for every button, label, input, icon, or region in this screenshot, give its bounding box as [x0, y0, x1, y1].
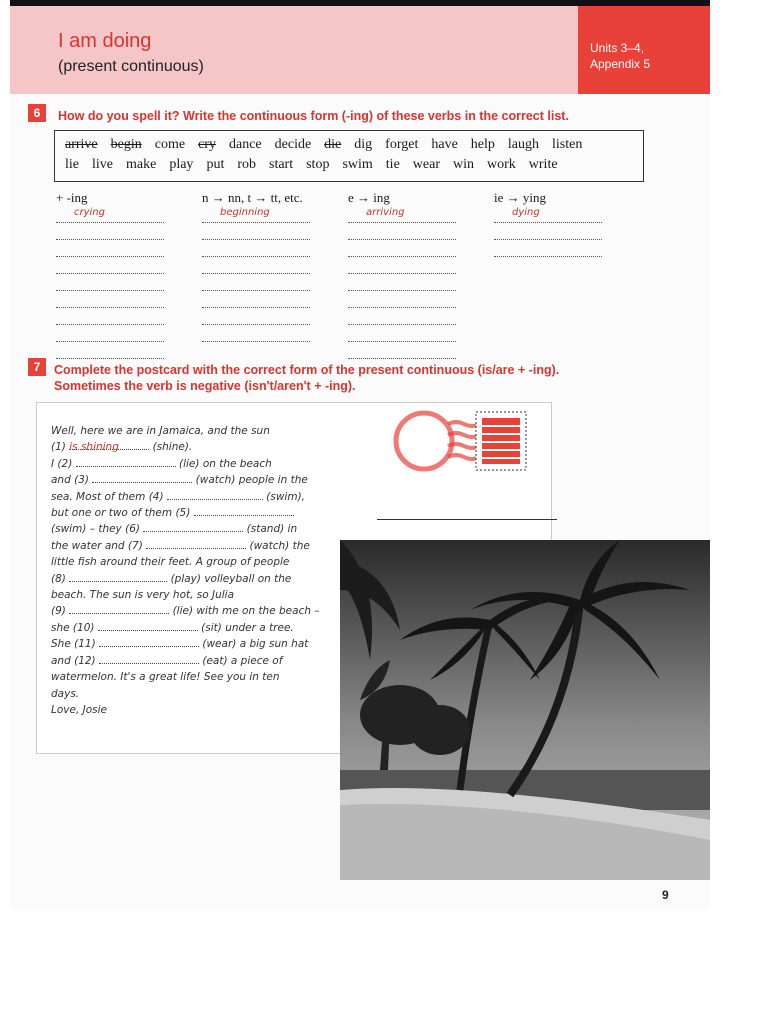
verb-word: laugh [507, 137, 540, 152]
verb-word: come [154, 137, 186, 152]
verb-word: arrive [65, 137, 98, 152]
answer-line[interactable] [348, 274, 456, 291]
postcard-line: beach. The sun is very hot, so Julia [51, 589, 235, 602]
answer-line [56, 206, 164, 223]
postcard-line [51, 439, 331, 455]
verb-cue: (stand) in [246, 523, 298, 536]
answer-line[interactable] [56, 342, 164, 359]
exercise-7-instruction-2: Sometimes the verb is negative (isn't/aren't + -ing). [54, 379, 356, 393]
gap-number: I (2) [51, 457, 73, 470]
verb-row-2 [65, 157, 571, 173]
column-heading: e → ing [348, 190, 390, 205]
verb-word: play [169, 157, 194, 172]
column-heading: n → nn, t → tt, etc. [202, 190, 303, 205]
verb-word: live [92, 157, 113, 172]
example-answer: dying [512, 207, 540, 218]
postcard-line: little fish around their feet. A group of people [51, 556, 290, 569]
answer-blank[interactable] [76, 456, 176, 467]
spelling-column [348, 190, 458, 359]
answer-blank[interactable] [167, 489, 263, 500]
column-heading: + -ing [56, 190, 88, 205]
postcard-line [51, 571, 331, 587]
answer-line[interactable] [202, 308, 310, 325]
answer-line[interactable] [348, 325, 456, 342]
verb-word: start [269, 157, 294, 172]
answer-line[interactable] [494, 240, 602, 257]
example-answer: crying [74, 207, 105, 218]
answer-line[interactable] [202, 223, 310, 240]
unit-subtitle: (present continuous) [58, 58, 204, 75]
answer-line[interactable] [202, 240, 310, 257]
verb-word: make [126, 157, 157, 172]
verb-word: dig [354, 137, 373, 152]
gap-number: she (10) [51, 621, 95, 634]
verb-word: put [206, 157, 225, 172]
verb-word: lie [65, 157, 79, 172]
spelling-column [202, 190, 312, 342]
answer-blank[interactable] [92, 472, 192, 483]
postcard-line [51, 653, 331, 669]
verb-cue: (watch) the [249, 539, 310, 552]
postcard-line: Well, here we are in Jamaica, and the sun [51, 425, 270, 437]
spelling-column [56, 190, 166, 359]
example-answer: beginning [220, 207, 270, 218]
postcard-text [51, 423, 331, 718]
verb-word: have [431, 137, 458, 152]
answer-line[interactable] [494, 223, 602, 240]
page-number: 9 [662, 888, 669, 902]
example-answer: arriving [366, 207, 405, 218]
answer-blank[interactable] [69, 603, 169, 614]
answer-line[interactable] [202, 291, 310, 308]
answer-line[interactable] [56, 291, 164, 308]
answer-line[interactable] [202, 274, 310, 291]
gap-number: (8) [51, 572, 66, 585]
verb-word: decide [274, 137, 312, 152]
verb-cue: (wear) a big sun hat [202, 638, 309, 651]
answer-blank[interactable] [143, 521, 243, 532]
postcard-line [51, 620, 331, 636]
verb-box [54, 130, 644, 182]
answer-line [348, 206, 456, 223]
exercise-6-number: 6 [28, 104, 46, 122]
verb-word: stop [306, 157, 330, 172]
answer-line[interactable] [56, 274, 164, 291]
postcard-line [51, 538, 331, 554]
verb-cue: (lie) on the beach [179, 457, 272, 470]
verb-word: wear [412, 157, 440, 172]
answer-blank[interactable] [69, 571, 167, 582]
verb-word: swim [342, 157, 373, 172]
stamp-icon [390, 408, 540, 474]
address-line [377, 519, 557, 520]
answer-line[interactable] [56, 325, 164, 342]
postcard-line [51, 603, 331, 619]
appendix-label: Appendix 5 [590, 57, 651, 71]
answer-line[interactable] [56, 223, 164, 240]
answer-blank[interactable] [99, 636, 199, 647]
gap-number: (swim) – they (6) [51, 523, 140, 536]
gap-number: (9) [51, 605, 66, 618]
postcard-signature: Love, Josie [51, 703, 107, 716]
answer-blank[interactable] [146, 538, 246, 549]
answer-blank[interactable] [98, 620, 198, 631]
column-heading: ie → ying [494, 190, 546, 205]
postcard-line: days. [51, 687, 80, 700]
answer-line[interactable] [348, 342, 456, 359]
postcard-line [51, 521, 331, 537]
workbook-page [10, 0, 710, 910]
spelling-column [494, 190, 604, 257]
exercise-7-instruction-1: Complete the postcard with the correct form of the present continuous (is/are + -ing). [54, 363, 560, 377]
answer-line[interactable] [202, 325, 310, 342]
postcard-line [51, 456, 331, 472]
postcard-line [51, 505, 331, 521]
verb-word: win [453, 157, 474, 172]
example-answer: is shining [69, 439, 149, 450]
verb-cue: (watch) people in the [195, 474, 308, 487]
answer-line[interactable] [56, 257, 164, 274]
gap-number: sea. Most of them (4) [51, 490, 164, 503]
answer-line [202, 206, 310, 223]
answer-line[interactable] [56, 240, 164, 257]
verb-cue: (shine). [152, 441, 193, 454]
units-label: Units 3–4, [590, 41, 645, 55]
verb-cue: (eat) a piece of [202, 654, 283, 667]
verb-word: dance [228, 137, 262, 152]
gap-number: but one or two of them (5) [51, 507, 191, 520]
answer-line[interactable] [56, 308, 164, 325]
units-reference [590, 40, 650, 72]
verb-word: tie [385, 157, 400, 172]
postcard-line [51, 472, 331, 488]
verb-word: write [528, 157, 558, 172]
verb-word: help [470, 137, 495, 152]
verb-cue: (play) volleyball on the [170, 572, 292, 585]
answer-line[interactable] [348, 223, 456, 240]
gap-number: the water and (7) [51, 539, 143, 552]
verb-cue: (lie) with me on the beach – [172, 605, 320, 618]
postcard-line [51, 636, 331, 652]
beach-photo [340, 540, 710, 880]
answer-line[interactable] [348, 308, 456, 325]
postcard-line: watermelon. It's a great life! See you in ten [51, 671, 280, 684]
verb-word: rob [237, 157, 256, 172]
answer-line[interactable] [348, 291, 456, 308]
verb-cue: (swim), [266, 490, 305, 503]
answer-blank[interactable] [99, 653, 199, 664]
verb-word: begin [110, 137, 142, 152]
exercise-6-instruction: How do you spell it? Write the continuous form (-ing) of these verbs in the correct list. [58, 109, 569, 123]
verb-word: listen [552, 137, 583, 152]
verb-word: forget [385, 137, 419, 152]
verb-cue: (sit) under a tree. [201, 621, 294, 634]
answer-blank[interactable] [194, 505, 294, 516]
answer-line[interactable] [348, 257, 456, 274]
answer-line[interactable] [202, 257, 310, 274]
verb-word: cry [198, 137, 216, 152]
answer-line [494, 206, 602, 223]
gap-number: and (3) [51, 474, 89, 487]
gap-number: (1) [51, 441, 66, 454]
verb-row-1 [65, 137, 595, 153]
verb-word: work [487, 157, 516, 172]
unit-title: I am doing [58, 30, 152, 52]
answer-line[interactable] [348, 240, 456, 257]
gap-number: She (11) [51, 638, 96, 651]
gap-number: and (12) [51, 654, 96, 667]
exercise-7-number: 7 [28, 358, 46, 376]
verb-word: die [324, 137, 342, 152]
postcard-line [51, 489, 331, 505]
